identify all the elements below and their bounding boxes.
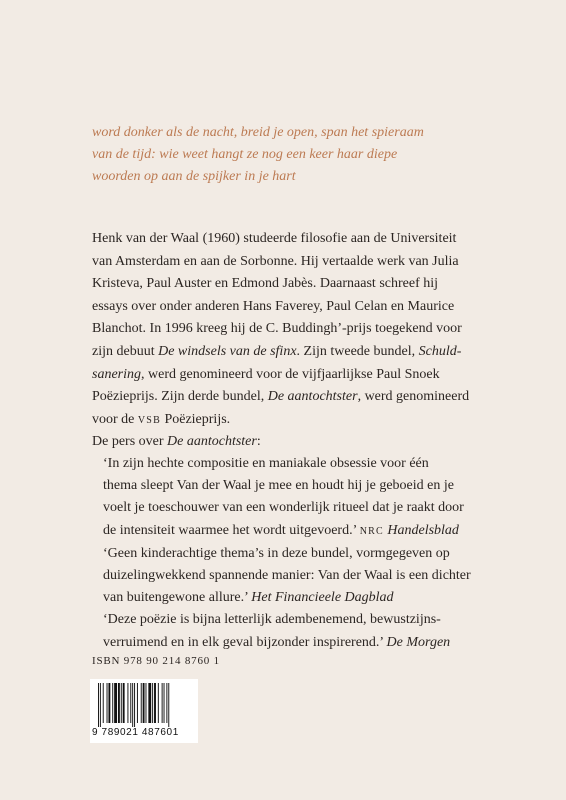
barcode-bar — [152, 683, 153, 723]
barcode-bar — [103, 683, 104, 723]
barcode-bar — [107, 683, 108, 723]
bio-line: Blanchot. In 1996 kreeg hij de C. Buddingh’-prijs toegekend voor — [92, 321, 462, 337]
press-quote-morgen — [103, 609, 543, 653]
barcode — [90, 679, 198, 743]
barcode-bar — [121, 683, 122, 723]
bio-line: essays over onder anderen Hans Faverey, Paul Celan en Maurice — [92, 298, 455, 314]
book-title-debut: De windsels van de sfinx — [158, 343, 297, 359]
prize-acronym: VSB — [137, 414, 161, 426]
barcode-bar — [132, 683, 133, 727]
barcode-bar — [137, 683, 138, 723]
barcode-bar — [114, 683, 117, 723]
quote-source-acronym: NRC — [359, 525, 384, 537]
barcode-bar — [154, 683, 156, 723]
quote-line: ‘In zijn hechte compositie en maniakale obsessie voor één — [103, 456, 429, 471]
quote-line — [103, 520, 543, 543]
bio-text: zijn debuut — [92, 343, 159, 359]
barcode-bar — [162, 683, 163, 723]
quote-line — [103, 587, 543, 609]
bio-text: Poëzieprijs. Zijn derde bundel, — [92, 389, 268, 405]
poem-line: word donker als de nacht, breid je open, span het spieraam — [92, 125, 424, 140]
barcode-bar — [166, 683, 167, 723]
quote-source: Het Financieele Dagblad — [251, 590, 394, 606]
bio-line — [92, 341, 532, 364]
barcode-bar — [141, 683, 142, 723]
press-heading-colon: : — [256, 434, 261, 449]
book-title-second-cont: sanering — [92, 366, 141, 382]
press-quote-nrc — [103, 453, 543, 543]
press-heading-title: De aantochtster — [167, 434, 257, 449]
quote-text: de intensiteit waarmee het wordt uitgevoerd.’ — [103, 522, 360, 538]
book-title-third: De aantochtster — [267, 389, 358, 405]
poem-line: woorden op aan de spijker in je hart — [92, 169, 296, 184]
barcode-bar — [146, 683, 147, 723]
barcode-bars — [96, 683, 192, 727]
quote-text: verruimend en in elk geval bijzonder inspirerend.’ — [103, 634, 387, 650]
barcode-bar — [143, 683, 145, 723]
barcode-bar — [100, 683, 101, 727]
barcode-bar — [98, 683, 99, 727]
bio-text: voor de — [92, 411, 138, 427]
barcode-bar — [158, 683, 159, 723]
poem-excerpt — [92, 122, 532, 188]
poem-line: van de tijd: wie weet hangt ze nog een keer haar diepe — [92, 147, 398, 162]
quote-line: ‘Deze poëzie is bijna letterlijk adembenemend, bewustzijns- — [103, 612, 441, 628]
book-title-second: Schuld- — [418, 343, 462, 359]
bio-line — [92, 409, 532, 433]
bio-text: , werd genomineerd voor de vijfjaarlijkse Paul Snoek — [141, 366, 440, 382]
quote-text: van buitengewone allure.’ — [103, 590, 252, 606]
press-heading — [92, 431, 261, 453]
author-bio — [92, 228, 532, 432]
bio-text: Poëzieprijs. — [160, 411, 231, 427]
quote-line: ‘Geen kinderachtige thema’s in deze bundel, vormgegeven op — [103, 545, 450, 561]
bio-line: Kristeva, Paul Auster en Edmond Jabès. Daarnaast schreef hij — [92, 276, 439, 292]
quote-line: voelt je toeschouwer van een wonderlijk ritueel dat je raakt door — [103, 500, 464, 516]
barcode-bar — [148, 683, 151, 723]
quote-source: Handelsblad — [383, 522, 459, 538]
press-heading-text: De pers over — [92, 434, 168, 449]
quote-line: duizelingwekkend spannende manier: Van der Waal is een dichter — [103, 568, 471, 584]
barcode-digits: 9 789021 487601 — [92, 727, 179, 738]
bio-text: , werd genomineerd — [357, 389, 470, 405]
bio-line — [92, 364, 532, 387]
barcode-bar — [134, 683, 135, 727]
quote-line — [103, 632, 543, 654]
press-quote-fd — [103, 543, 543, 610]
barcode-bar — [118, 683, 120, 723]
bio-text: . Zijn tweede bundel, — [296, 343, 419, 359]
barcode-bar — [108, 683, 110, 723]
barcode-bar — [130, 683, 131, 723]
quote-source: De Morgen — [386, 634, 451, 650]
barcode-bar — [112, 683, 113, 723]
press-quotes — [103, 453, 543, 654]
barcode-bar — [168, 683, 169, 727]
barcode-bar — [164, 683, 165, 723]
bio-line: van Amsterdam en aan de Sorbonne. Hij vertaalde werk van Julia — [92, 253, 459, 269]
isbn-label: ISBN 978 90 214 8760 1 — [92, 655, 220, 667]
bio-line — [92, 386, 532, 409]
quote-line: thema sleept Van der Waal je mee en houdt hij je geboeid en je — [103, 478, 454, 494]
barcode-bar — [127, 683, 128, 723]
barcode-bar — [123, 683, 125, 723]
bio-line: Henk van der Waal (1960) studeerde filosofie aan de Universiteit — [92, 231, 457, 246]
